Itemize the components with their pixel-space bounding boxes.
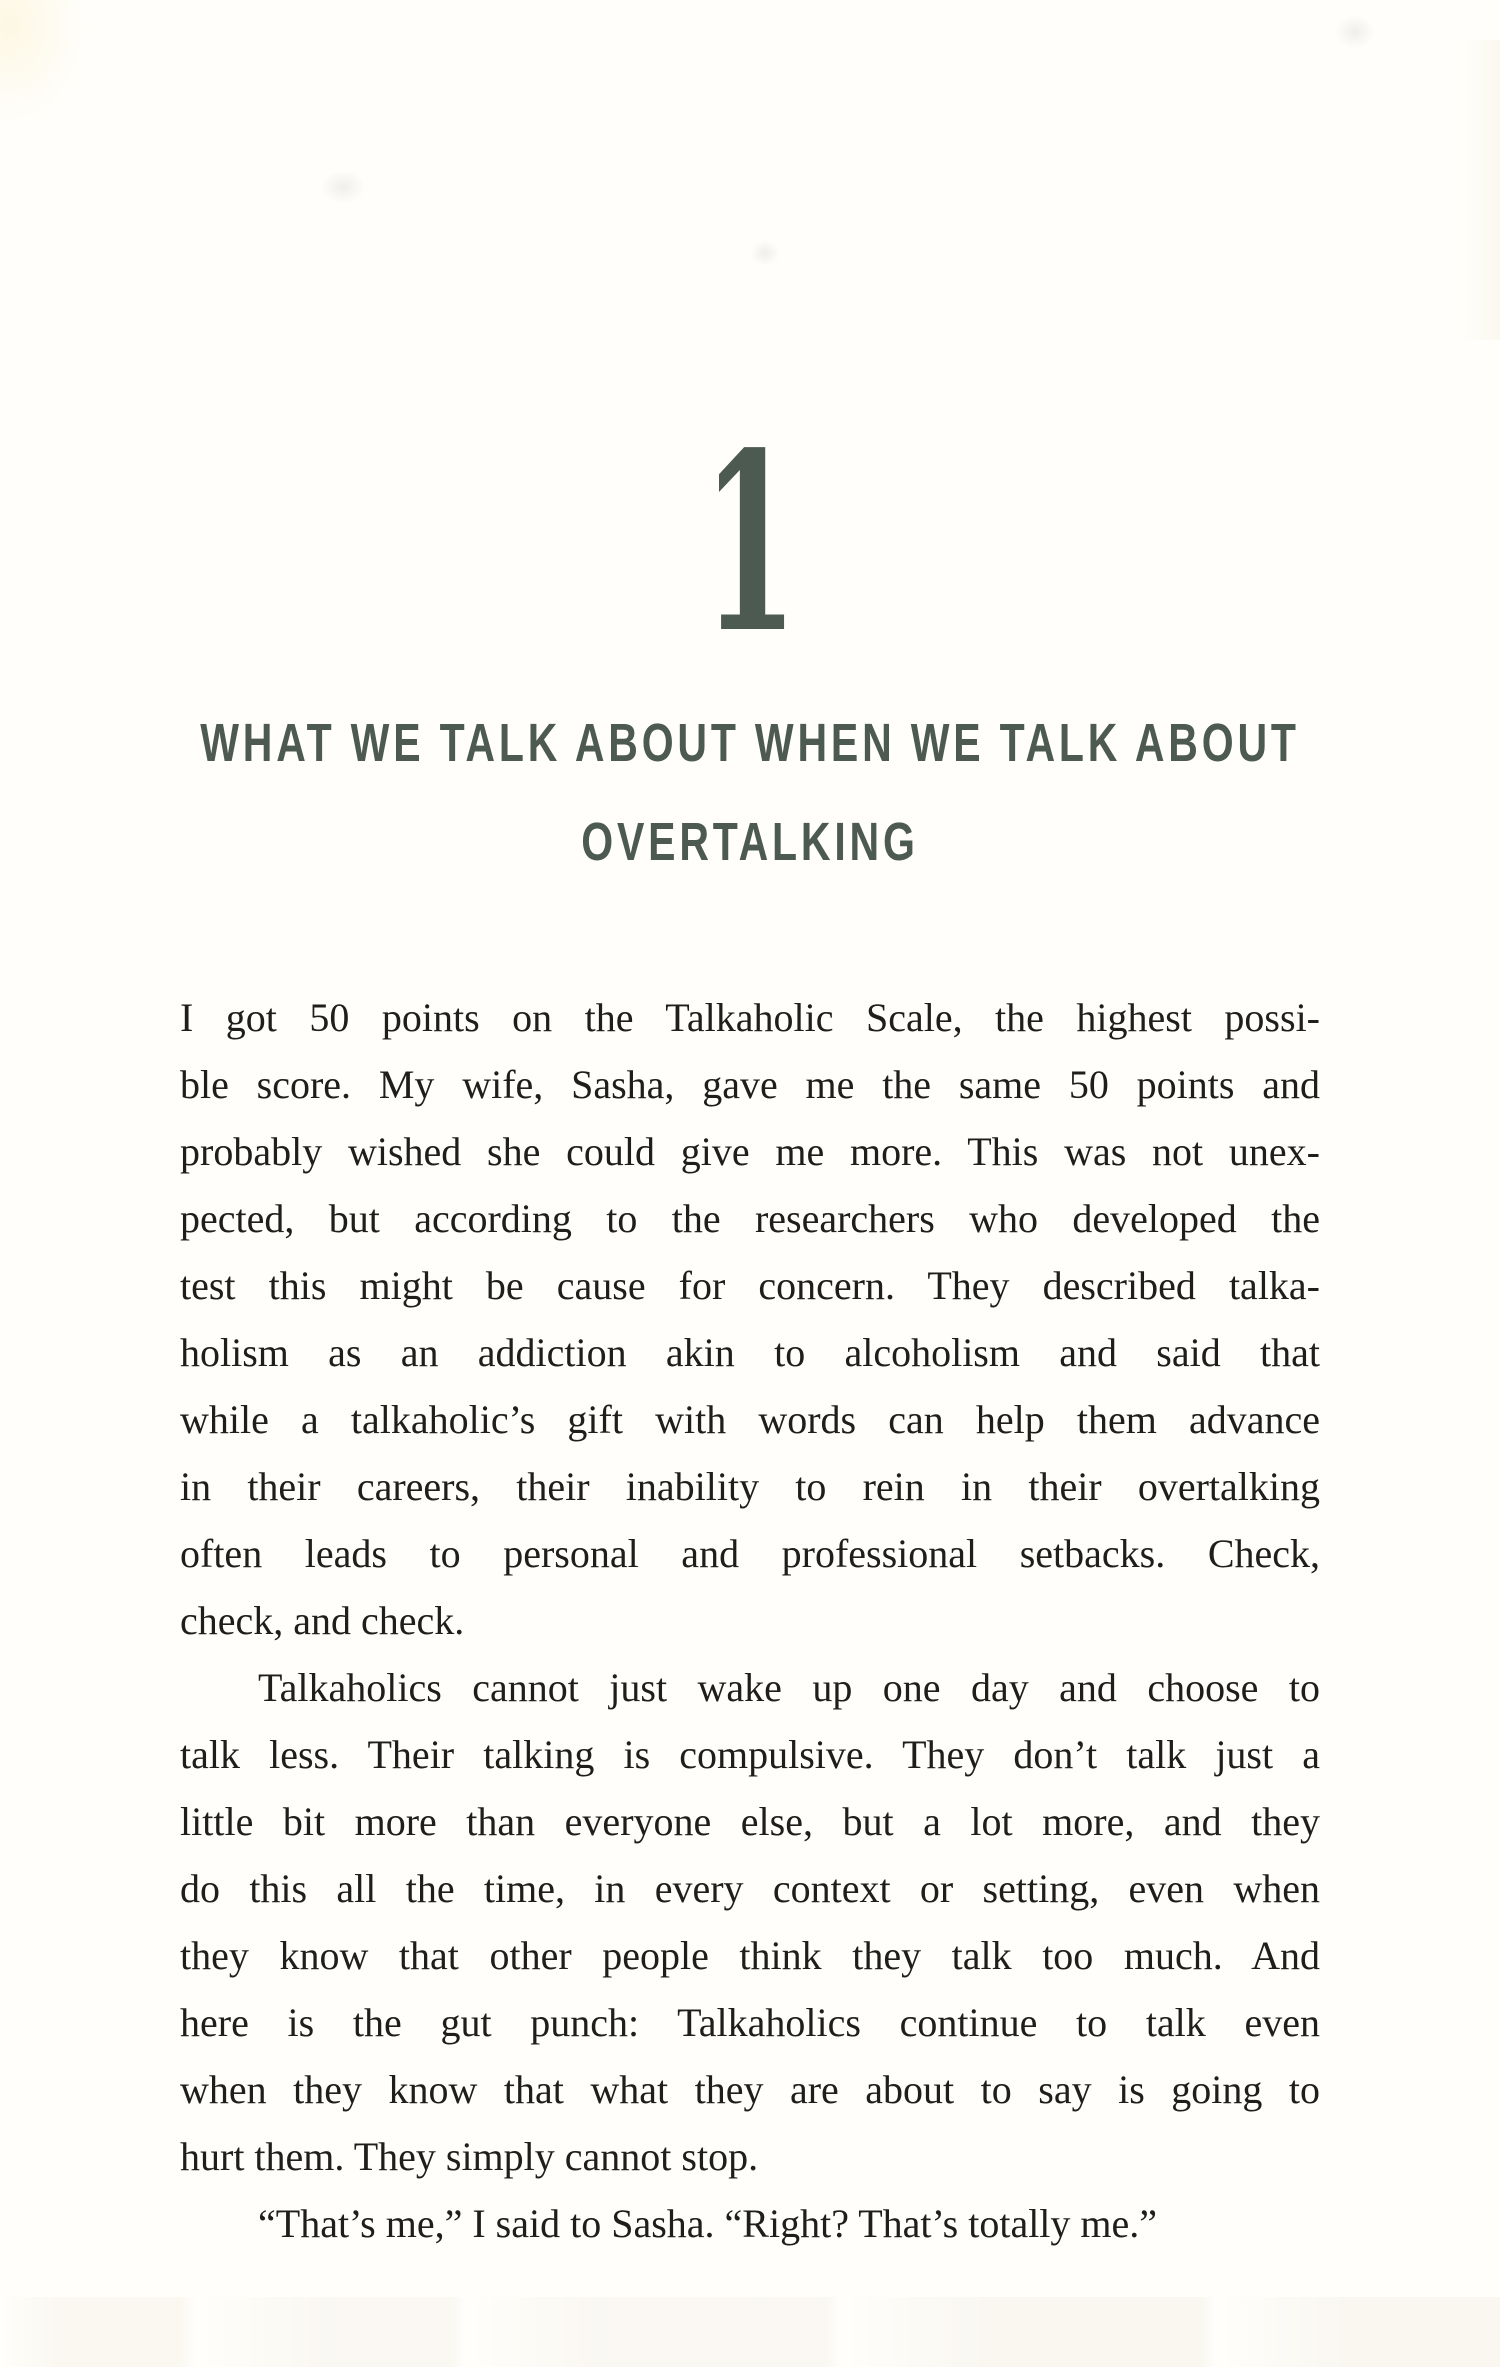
body-line: in their careers, their inability to rein in their overtalking xyxy=(180,1464,1320,1509)
body-line: talk less. Their talking is compulsive. They don’t talk just a xyxy=(180,1732,1320,1777)
body-line: Talkaholics cannot just wake up one day and choose to xyxy=(258,1665,1320,1710)
body-line: I got 50 points on the Talkaholic Scale, the highest possi- xyxy=(180,995,1320,1040)
chapter-number: 1 xyxy=(702,399,798,687)
body-line: little bit more than everyone else, but a lot more, and they xyxy=(180,1799,1320,1844)
scan-smudge xyxy=(320,170,366,204)
scan-smudge xyxy=(1335,15,1375,49)
body-line: often leads to personal and professional setbacks. Check, xyxy=(180,1531,1320,1576)
scan-corner-tint xyxy=(0,0,90,130)
body-line: they know that other people think they talk too much. And xyxy=(180,1933,1320,1978)
chapter-title-line-2: OVERTALKING xyxy=(581,812,919,872)
body-line: holism as an addiction akin to alcoholism and said that xyxy=(180,1330,1320,1375)
body-line: check, and check. xyxy=(180,1598,465,1643)
scan-smudge xyxy=(750,240,780,266)
body-line: do this all the time, in every context or setting, even when xyxy=(180,1866,1320,1911)
body-line: ble score. My wife, Sasha, gave me the same 50 points and xyxy=(180,1062,1320,1107)
body-line: test this might be cause for concern. They described talka- xyxy=(180,1263,1320,1308)
body-line: “That’s me,” I said to Sasha. “Right? That’s totally me.” xyxy=(258,2201,1158,2246)
scan-edge-band xyxy=(1460,40,1500,340)
body-line: here is the gut punch: Talkaholics continue to talk even xyxy=(180,2000,1320,2045)
scan-bottom-mottle xyxy=(0,2297,1500,2367)
body-line: pected, but according to the researchers who developed the xyxy=(180,1196,1320,1241)
body-text xyxy=(180,984,1320,2257)
body-line: when they know that what they are about to say is going to xyxy=(180,2067,1320,2112)
chapter-title xyxy=(0,694,1500,892)
body-line: while a talkaholic’s gift with words can help them advance xyxy=(180,1397,1320,1442)
body-line: probably wished she could give me more. This was not unex- xyxy=(180,1129,1320,1174)
body-line: hurt them. They simply cannot stop. xyxy=(180,2134,759,2179)
chapter-title-line-1: WHAT WE TALK ABOUT WHEN WE TALK ABOUT xyxy=(200,713,1300,773)
